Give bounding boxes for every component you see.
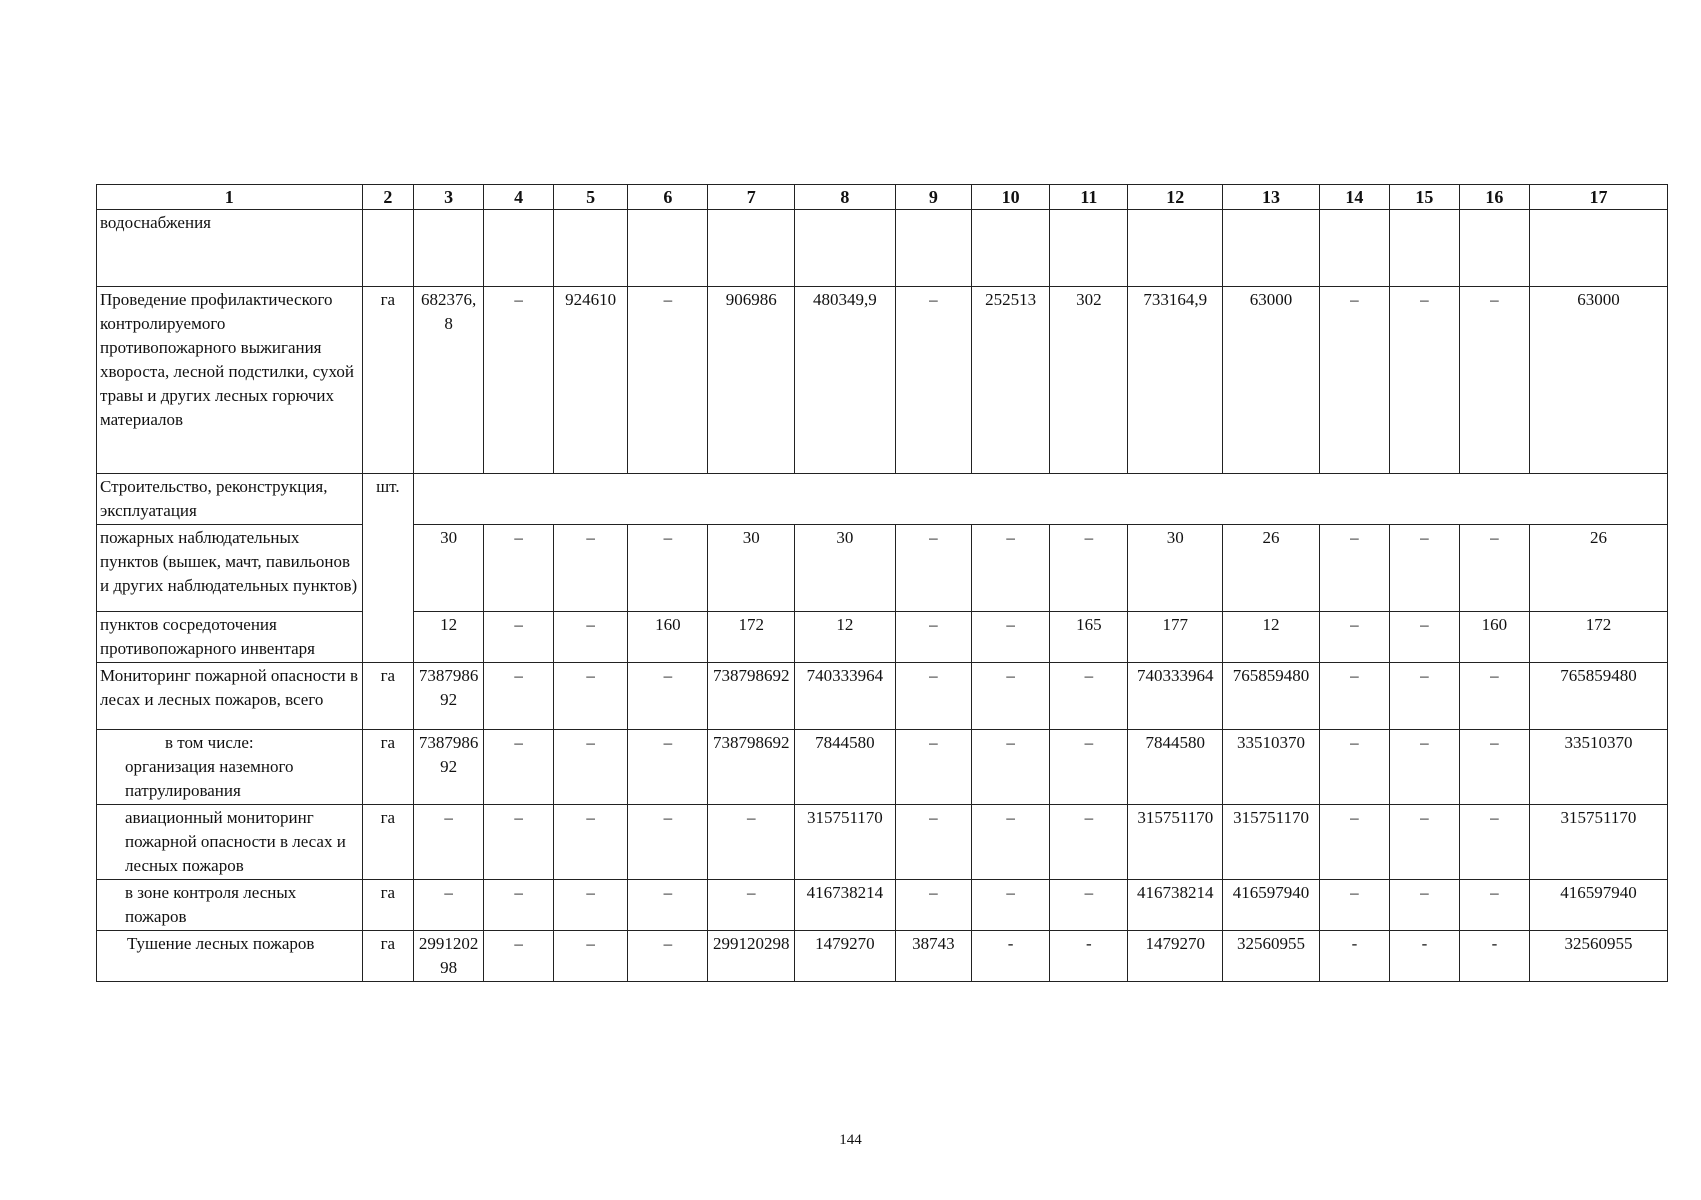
value-cell: 7844580	[1128, 730, 1223, 805]
column-header: 6	[628, 185, 708, 210]
table-row	[97, 474, 1668, 525]
value-cell: 30	[1128, 525, 1223, 612]
value-cell: -	[1319, 931, 1389, 982]
value-cell: –	[971, 612, 1049, 663]
value-cell: 160	[628, 612, 708, 663]
value-cell: 740333964	[1128, 663, 1223, 730]
column-header: 4	[484, 185, 554, 210]
value-cell: –	[628, 730, 708, 805]
value-cell: –	[414, 805, 484, 880]
value-cell: 738798692	[708, 730, 794, 805]
value-cell: 12	[794, 612, 895, 663]
value-cell: 416597940	[1223, 880, 1320, 931]
row-name: в зоне контроля лесных пожаров	[97, 880, 363, 931]
value-cell: 165	[1050, 612, 1128, 663]
value-cell	[1459, 210, 1529, 287]
value-cell	[554, 210, 628, 287]
value-cell	[708, 210, 794, 287]
value-cell: –	[554, 663, 628, 730]
value-cell: –	[895, 525, 971, 612]
value-cell: 738798692	[414, 663, 484, 730]
row-name: водоснабжения	[97, 210, 363, 287]
column-header: 16	[1459, 185, 1529, 210]
value-cell: –	[1459, 287, 1529, 474]
value-cell: 738798692	[708, 663, 794, 730]
value-cell: 299120298	[708, 931, 794, 982]
value-cell: 738798692	[414, 730, 484, 805]
value-cell: –	[1389, 525, 1459, 612]
value-cell	[794, 210, 895, 287]
value-cell: –	[484, 663, 554, 730]
value-cell: 480349,9	[794, 287, 895, 474]
value-cell: 30	[708, 525, 794, 612]
value-cell: –	[628, 287, 708, 474]
value-cell: 1479270	[794, 931, 895, 982]
value-cell: 177	[1128, 612, 1223, 663]
column-header: 11	[1050, 185, 1128, 210]
value-cell: 906986	[708, 287, 794, 474]
value-cell: –	[484, 880, 554, 931]
value-cell: 252513	[971, 287, 1049, 474]
table-row	[97, 730, 1668, 805]
value-cell: 416597940	[1529, 880, 1667, 931]
value-cell: –	[484, 287, 554, 474]
unit-cell: га	[362, 931, 413, 982]
value-cell: –	[484, 612, 554, 663]
value-cell: –	[895, 730, 971, 805]
row-name: Проведение профилактического контролируемого противопожарного выжигания хвороста, лесной подстилки, сухой травы и других лесных горючих материалов	[97, 287, 363, 474]
value-cell: 302	[1050, 287, 1128, 474]
column-header: 13	[1223, 185, 1320, 210]
column-header: 3	[414, 185, 484, 210]
column-header: 10	[971, 185, 1049, 210]
value-cell: –	[1050, 805, 1128, 880]
value-cell	[1223, 210, 1320, 287]
value-cell: –	[484, 525, 554, 612]
value-cell: –	[1319, 287, 1389, 474]
value-cell	[484, 210, 554, 287]
value-cell: –	[628, 880, 708, 931]
unit-cell	[362, 210, 413, 287]
value-cell	[1050, 210, 1128, 287]
value-cell: 32560955	[1529, 931, 1667, 982]
column-header: 14	[1319, 185, 1389, 210]
value-cell: –	[484, 931, 554, 982]
row-label: организация наземного патрулирования	[125, 757, 294, 800]
value-cell: 32560955	[1223, 931, 1320, 982]
value-cell: 12	[414, 612, 484, 663]
row-name: пунктов сосредоточения противопожарного инвентаря	[97, 612, 363, 663]
value-cell: 63000	[1223, 287, 1320, 474]
table-row	[97, 805, 1668, 880]
column-header: 9	[895, 185, 971, 210]
value-cell: 299120298	[414, 931, 484, 982]
value-cell: 26	[1529, 525, 1667, 612]
value-cell: 765859480	[1223, 663, 1320, 730]
row-name: Строительство, реконструкция, эксплуатация	[97, 474, 363, 525]
row-name	[97, 730, 363, 805]
value-cell: –	[628, 525, 708, 612]
column-header: 5	[554, 185, 628, 210]
column-header: 1	[97, 185, 363, 210]
value-cell: –	[971, 730, 1049, 805]
value-cell: 7844580	[794, 730, 895, 805]
value-cell: –	[895, 880, 971, 931]
value-cell: –	[554, 730, 628, 805]
value-cell: -	[971, 931, 1049, 982]
value-cell: –	[1050, 663, 1128, 730]
value-cell: 733164,9	[1128, 287, 1223, 474]
value-cell	[628, 210, 708, 287]
page-number: 144	[839, 1132, 862, 1148]
value-cell	[971, 210, 1049, 287]
value-cell: –	[1459, 730, 1529, 805]
value-cell: 12	[1223, 612, 1320, 663]
value-cell: –	[895, 663, 971, 730]
value-cell: –	[484, 805, 554, 880]
value-cell	[1128, 210, 1223, 287]
value-cell	[414, 210, 484, 287]
value-cell: –	[554, 880, 628, 931]
value-cell: –	[628, 931, 708, 982]
value-cell: –	[554, 931, 628, 982]
value-cell: 1479270	[1128, 931, 1223, 982]
value-cell: –	[1389, 612, 1459, 663]
column-header: 17	[1529, 185, 1667, 210]
value-cell: -	[1050, 931, 1128, 982]
value-cell: –	[971, 525, 1049, 612]
value-cell: –	[1389, 805, 1459, 880]
value-cell: –	[708, 880, 794, 931]
value-cell: –	[1389, 730, 1459, 805]
value-cell: 160	[1459, 612, 1529, 663]
column-header: 15	[1389, 185, 1459, 210]
data-table	[96, 184, 1668, 982]
table-row	[97, 931, 1668, 982]
column-header: 12	[1128, 185, 1223, 210]
unit-cell: га	[362, 663, 413, 730]
column-header: 7	[708, 185, 794, 210]
table-row	[97, 210, 1668, 287]
value-cell: 315751170	[794, 805, 895, 880]
value-cell: 740333964	[794, 663, 895, 730]
row-name: Тушение лесных пожаров	[97, 931, 363, 982]
value-cell: –	[628, 663, 708, 730]
column-header: 8	[794, 185, 895, 210]
value-cell: 30	[414, 525, 484, 612]
value-cell: –	[1319, 805, 1389, 880]
table-row	[97, 612, 1668, 663]
value-cell: –	[1050, 730, 1128, 805]
unit-cell: га	[362, 805, 413, 880]
value-cell: -	[1459, 931, 1529, 982]
merged-blank-cell	[414, 474, 1668, 525]
value-cell: –	[708, 805, 794, 880]
value-cell: –	[1050, 525, 1128, 612]
value-cell: 38743	[895, 931, 971, 982]
value-cell: –	[1319, 663, 1389, 730]
row-name: Мониторинг пожарной опасности в лесах и лесных пожаров, всего	[97, 663, 363, 730]
value-cell: –	[1319, 880, 1389, 931]
value-cell: 33510370	[1529, 730, 1667, 805]
value-cell: 30	[794, 525, 895, 612]
value-cell	[1319, 210, 1389, 287]
value-cell: 765859480	[1529, 663, 1667, 730]
table-row	[97, 287, 1668, 474]
value-cell: 172	[708, 612, 794, 663]
row-name: пожарных наблюдательных пунктов (вышек, мачт, павильонов и других наблюдательных пунктов)	[97, 525, 363, 612]
value-cell	[1529, 210, 1667, 287]
value-cell: 315751170	[1223, 805, 1320, 880]
value-cell: -	[1389, 931, 1459, 982]
value-cell: –	[1459, 525, 1529, 612]
value-cell: –	[971, 880, 1049, 931]
value-cell: –	[484, 730, 554, 805]
value-cell: 315751170	[1128, 805, 1223, 880]
row-prefix: в том числе:	[165, 733, 254, 752]
value-cell: –	[1319, 730, 1389, 805]
value-cell: –	[895, 612, 971, 663]
value-cell: –	[554, 525, 628, 612]
unit-cell: га	[362, 730, 413, 805]
table-row	[97, 663, 1668, 730]
value-cell: 26	[1223, 525, 1320, 612]
header-row	[97, 185, 1668, 210]
value-cell: –	[895, 805, 971, 880]
value-cell: –	[1389, 663, 1459, 730]
value-cell: –	[971, 663, 1049, 730]
value-cell	[1389, 210, 1459, 287]
value-cell: –	[554, 612, 628, 663]
value-cell: 315751170	[1529, 805, 1667, 880]
value-cell: –	[1389, 880, 1459, 931]
column-header: 2	[362, 185, 413, 210]
value-cell: –	[971, 805, 1049, 880]
value-cell	[895, 210, 971, 287]
unit-cell: га	[362, 880, 413, 931]
value-cell: 172	[1529, 612, 1667, 663]
value-cell: –	[1459, 880, 1529, 931]
unit-cell: га	[362, 287, 413, 474]
value-cell: –	[1459, 805, 1529, 880]
value-cell: –	[1319, 612, 1389, 663]
value-cell: –	[628, 805, 708, 880]
value-cell: 63000	[1529, 287, 1667, 474]
value-cell: –	[1319, 525, 1389, 612]
unit-cell: шт.	[362, 474, 413, 663]
value-cell: –	[1459, 663, 1529, 730]
value-cell: –	[554, 805, 628, 880]
value-cell: 416738214	[1128, 880, 1223, 931]
table-row	[97, 525, 1668, 612]
row-name: авиационный мониторинг пожарной опасности в лесах и лесных пожаров	[97, 805, 363, 880]
value-cell: 682376,8	[414, 287, 484, 474]
value-cell: –	[895, 287, 971, 474]
table-row	[97, 880, 1668, 931]
value-cell: 33510370	[1223, 730, 1320, 805]
value-cell: 416738214	[794, 880, 895, 931]
value-cell: –	[1050, 880, 1128, 931]
value-cell: –	[414, 880, 484, 931]
value-cell: 924610	[554, 287, 628, 474]
value-cell: –	[1389, 287, 1459, 474]
